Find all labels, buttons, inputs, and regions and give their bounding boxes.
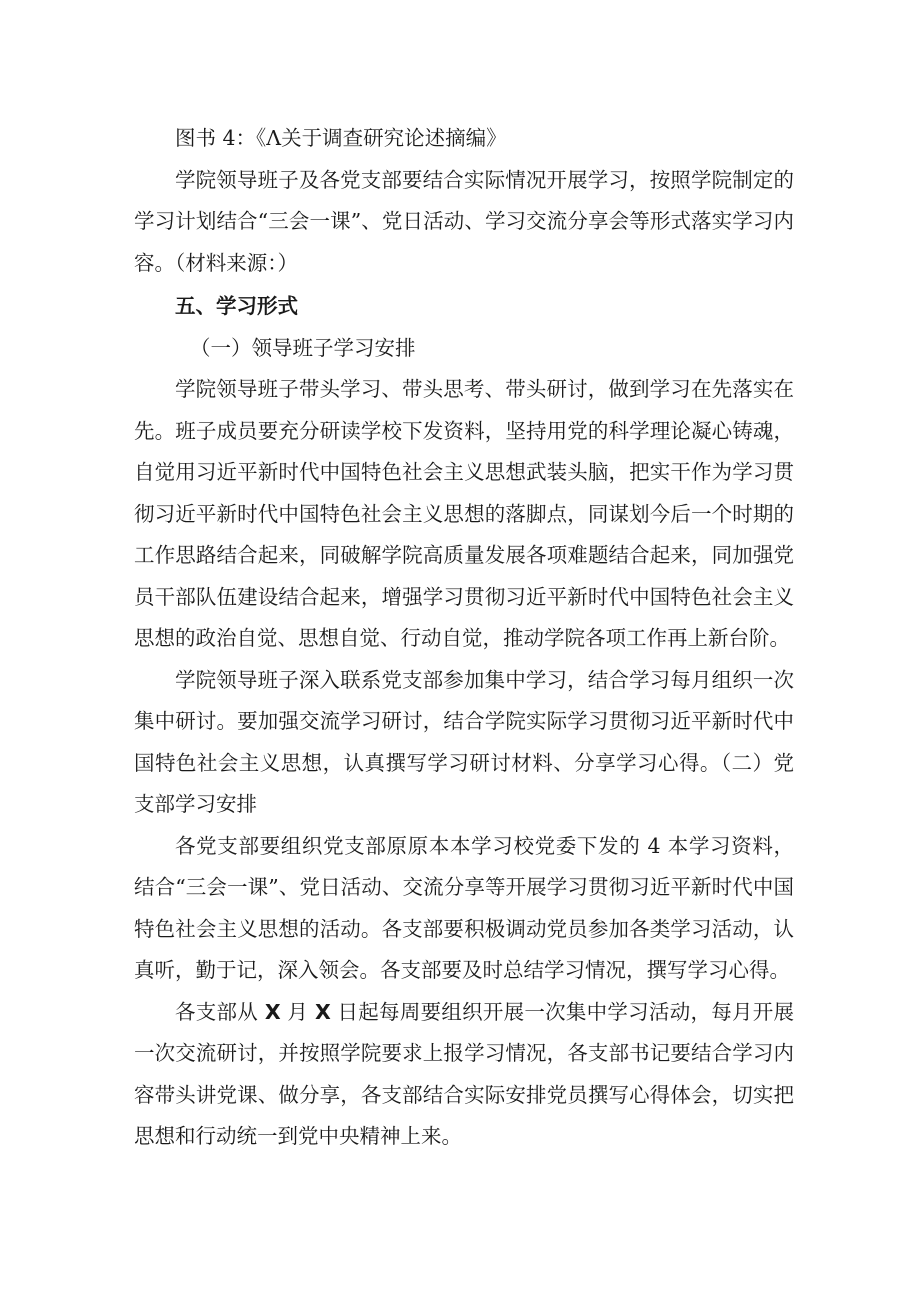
paragraph-leadership-seminar: 学院领导班子深入联系党支部参加集中学习，结合学习每月组织一次集中研讨。要加强交流学习研讨，结合学院实际学习贯彻习近平新时代中国特色社会主义思想，认真撰写学习研讨材料、分享学习心得。（二）党支部学习安排 bbox=[134, 667, 794, 816]
paragraph-branch-schedule bbox=[134, 992, 794, 1158]
book-item-4: 图书 4：《Λ关于调查研究论述摘编》 bbox=[175, 126, 507, 150]
paragraph-study-plan: 学院领导班子及各党支部要结合实际情况开展学习，按照学院制定的学习计划结合“三会一课”、党日活动、学习交流分享会等形式落实学习内容。（材料来源：） bbox=[134, 167, 794, 275]
month-placeholder: X bbox=[264, 999, 281, 1024]
schedule-text-c: 日起每周要组织开展一次集中学习活动，每月开展一次交流研讨，并按照学院要求上报学习情况，各支部书记要结合学习内容带头讲党课、做分享，各支部结合实际安排党员撰写心得体会，切实把思想和行动统一到党中央精神上来。 bbox=[134, 999, 794, 1148]
section-heading-study-form: 五、学习形式 bbox=[175, 294, 298, 318]
paragraph-leadership-lead: 学院领导班子带头学习、带头思考、带头研讨，做到学习在先落实在先。班子成员要充分研读学校下发资料，坚持用党的科学理论凝心铸魂，自觉用习近平新时代中国特色社会主义思想武装头脑，把实干作为学习贯彻习近平新时代中国特色社会主义思想的落脚点，同谋划今后一个时期的工作思路结合起来，同破解学院高质量发展各项难题结合起来，同加强党员干部队伍建设结合起来，增强学习贯彻习近平新时代中国特色社会主义思想的政治自觉、思想自觉、行动自觉，推动学院各项工作再上新台阶。 bbox=[134, 377, 794, 650]
paragraph-branch-study: 各党支部要组织党支部原原本本学习校党委下发的 4 本学习资料，结合“三会一课”、党日活动、交流分享等开展学习贯彻习近平新时代中国特色社会主义思想的活动。各支部要积极调动党员参加各类学习活动，认真听，勤于记，深入领会。各支部要及时总结学习情况，撰写学习心得。 bbox=[134, 833, 794, 982]
schedule-text-a: 各支部从 bbox=[175, 999, 265, 1024]
schedule-text-b: 月 bbox=[280, 999, 315, 1024]
subheading-leadership-study: （一）领导班子学习安排 bbox=[190, 335, 416, 360]
day-placeholder: X bbox=[314, 999, 331, 1024]
